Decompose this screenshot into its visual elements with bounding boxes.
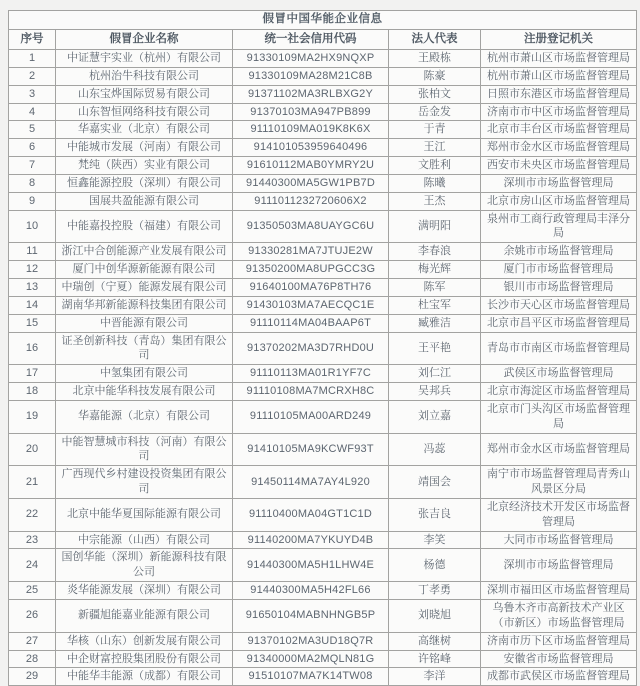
row-number-cell: 13 — [9, 278, 56, 296]
table-row — [9, 103, 637, 121]
company-name-cell: 山东智恒网络科技有限公司 — [56, 103, 233, 121]
company-name-cell: 中晋能源有限公司 — [56, 314, 233, 332]
company-name-cell: 恒鑫能源控股（深圳）有限公司 — [56, 174, 233, 192]
table-row — [9, 314, 637, 332]
legal-rep-cell: 靖国会 — [389, 466, 481, 499]
table-row — [9, 650, 637, 668]
row-number-cell: 20 — [9, 433, 56, 466]
credit-code-cell: 91110400MA04GT1C1D — [233, 498, 389, 531]
table-row — [9, 668, 637, 686]
legal-rep-cell: 于青 — [389, 121, 481, 139]
company-name-cell: 厦门中创华源新能源有限公司 — [56, 261, 233, 279]
authority-cell: 深圳市市场监督管理局 — [481, 174, 637, 192]
credit-code-cell: 91370202MA3D7RHD0U — [233, 332, 389, 365]
company-name-cell: 华嘉能源（北京）有限公司 — [56, 400, 233, 433]
company-name-cell: 中企财富控股集团股份有限公司 — [56, 650, 233, 668]
row-number-cell: 27 — [9, 632, 56, 650]
authority-cell: 北京市房山区市场监督管理局 — [481, 192, 637, 210]
legal-rep-cell: 梅光辉 — [389, 261, 481, 279]
company-name-cell: 中氢集团有限公司 — [56, 365, 233, 383]
table-row — [9, 531, 637, 549]
legal-rep-cell: 许铭峰 — [389, 650, 481, 668]
table-row — [9, 400, 637, 433]
credit-code-cell: 91370102MA3UD18Q7R — [233, 632, 389, 650]
authority-cell: 长沙市天心区市场监督管理局 — [481, 296, 637, 314]
table-row — [9, 582, 637, 600]
table-row — [9, 332, 637, 365]
company-name-cell: 华嘉实业（北京）有限公司 — [56, 121, 233, 139]
credit-code-cell: 91110108MA7MCRXH8C — [233, 383, 389, 401]
credit-code-cell: 91650104MABNHNGB5P — [233, 600, 389, 633]
table-row — [9, 296, 637, 314]
credit-code-cell: 91330109MA28M21C8B — [233, 67, 389, 85]
table-row — [9, 243, 637, 261]
credit-code-cell: 91340000MA2MQLN81G — [233, 650, 389, 668]
company-name-cell: 中能嘉投控股（福建）有限公司 — [56, 210, 233, 243]
credit-code-cell: 91610112MAB0YMRY2U — [233, 157, 389, 175]
company-name-cell: 杭州治牛科技有限公司 — [56, 67, 233, 85]
table-row — [9, 174, 637, 192]
authority-cell: 成都市武侯区市场监督管理局 — [481, 668, 637, 686]
authority-cell: 乌鲁木齐市高新技术产业区（市新区）市场监督管理局 — [481, 600, 637, 633]
legal-rep-cell: 王杰 — [389, 192, 481, 210]
fake-huaneng-companies-panel — [8, 10, 636, 686]
fake-companies-table — [8, 10, 637, 686]
authority-cell: 泉州市工商行政管理局丰泽分局 — [481, 210, 637, 243]
company-name-cell: 湖南华邦新能源科技集团有限公司 — [56, 296, 233, 314]
table-title: 假冒中国华能企业信息 — [9, 11, 637, 30]
company-name-cell: 北京中能华夏国际能源有限公司 — [56, 498, 233, 531]
legal-rep-cell: 丁孝勇 — [389, 582, 481, 600]
row-number-cell: 8 — [9, 174, 56, 192]
table-row — [9, 600, 637, 633]
row-number-cell: 23 — [9, 531, 56, 549]
credit-code-cell: 91371102MA3RLBXG2Y — [233, 85, 389, 103]
authority-cell: 杭州市萧山区市场监督管理局 — [481, 50, 637, 68]
credit-code-cell: 91350200MA8UPGCC3G — [233, 261, 389, 279]
row-number-cell: 16 — [9, 332, 56, 365]
row-number-cell: 6 — [9, 139, 56, 157]
credit-code-cell: 91110105MA00ARD249 — [233, 400, 389, 433]
table-row — [9, 192, 637, 210]
credit-code-cell: 91440300MA5H42FL66 — [233, 582, 389, 600]
table-row — [9, 549, 637, 582]
row-number-cell: 1 — [9, 50, 56, 68]
credit-code-cell: 91350503MA8UAYGC6U — [233, 210, 389, 243]
legal-rep-cell: 李笑 — [389, 531, 481, 549]
authority-cell: 南宁市市场监督管理局青秀山风景区分局 — [481, 466, 637, 499]
credit-code-cell: 91410105MA9KCWF93T — [233, 433, 389, 466]
company-name-cell: 中能城市发展（河南）有限公司 — [56, 139, 233, 157]
row-number-cell: 24 — [9, 549, 56, 582]
credit-code-cell: 91140200MA7YKUYD4B — [233, 531, 389, 549]
legal-rep-cell: 文胜利 — [389, 157, 481, 175]
company-name-cell: 炎华能源发展（深圳）有限公司 — [56, 582, 233, 600]
table-row — [9, 466, 637, 499]
table-row — [9, 210, 637, 243]
column-header: 法人代表 — [389, 30, 481, 50]
company-name-cell: 华核（山东）创新发展有限公司 — [56, 632, 233, 650]
row-number-cell: 28 — [9, 650, 56, 668]
credit-code-cell: 91440300MA5GW1PB7D — [233, 174, 389, 192]
table-title-row — [9, 11, 637, 30]
legal-rep-cell: 王江 — [389, 139, 481, 157]
authority-cell: 安徽省市场监督管理局 — [481, 650, 637, 668]
table-body — [9, 50, 637, 686]
table-header-row — [9, 30, 637, 50]
column-header: 注册登记机关 — [481, 30, 637, 50]
table-row — [9, 383, 637, 401]
legal-rep-cell: 吴邦兵 — [389, 383, 481, 401]
credit-code-cell: 91330109MA2HX9NQXP — [233, 50, 389, 68]
credit-code-cell: 91110113MA01R1YF7C — [233, 365, 389, 383]
legal-rep-cell: 岳金发 — [389, 103, 481, 121]
row-number-cell: 10 — [9, 210, 56, 243]
authority-cell: 北京经济技术开发区市场监督管理局 — [481, 498, 637, 531]
row-number-cell: 2 — [9, 67, 56, 85]
table-row — [9, 67, 637, 85]
credit-code-cell: 91440300MA5H1LHW4E — [233, 549, 389, 582]
row-number-cell: 12 — [9, 261, 56, 279]
company-name-cell: 中证慧宇实业（杭州）有限公司 — [56, 50, 233, 68]
column-header: 假冒企业名称 — [56, 30, 233, 50]
authority-cell: 余姚市市场监督管理局 — [481, 243, 637, 261]
table-row — [9, 121, 637, 139]
authority-cell: 厦门市市场监督管理局 — [481, 261, 637, 279]
legal-rep-cell: 臧雅洁 — [389, 314, 481, 332]
legal-rep-cell: 陈豪 — [389, 67, 481, 85]
table-row — [9, 139, 637, 157]
company-name-cell: 北京中能华科技发展有限公司 — [56, 383, 233, 401]
legal-rep-cell: 张吉良 — [389, 498, 481, 531]
row-number-cell: 15 — [9, 314, 56, 332]
table-row — [9, 157, 637, 175]
authority-cell: 武侯区市场监督管理局 — [481, 365, 637, 383]
authority-cell: 银川市市场监督管理局 — [481, 278, 637, 296]
company-name-cell: 国创华能（深圳）新能源科技有限公司 — [56, 549, 233, 582]
company-name-cell: 浙江中合创能源产业发展有限公司 — [56, 243, 233, 261]
credit-code-cell: 9111011232720606X2 — [233, 192, 389, 210]
legal-rep-cell: 杜宝军 — [389, 296, 481, 314]
credit-code-cell: 914101053959640496 — [233, 139, 389, 157]
legal-rep-cell: 杨德 — [389, 549, 481, 582]
authority-cell: 济南市历下区市场监督管理局 — [481, 632, 637, 650]
row-number-cell: 17 — [9, 365, 56, 383]
legal-rep-cell: 李洋 — [389, 668, 481, 686]
credit-code-cell: 91330281MA7JTUJE2W — [233, 243, 389, 261]
table-row — [9, 278, 637, 296]
authority-cell: 郑州市金水区市场监督管理局 — [481, 139, 637, 157]
authority-cell: 深圳市福田区市场监督管理局 — [481, 582, 637, 600]
authority-cell: 北京市门头沟区市场监督管理局 — [481, 400, 637, 433]
legal-rep-cell: 陈曦 — [389, 174, 481, 192]
company-name-cell: 国展共盈能源有限公司 — [56, 192, 233, 210]
row-number-cell: 7 — [9, 157, 56, 175]
column-header: 序号 — [9, 30, 56, 50]
table-row — [9, 85, 637, 103]
legal-rep-cell: 刘立嘉 — [389, 400, 481, 433]
authority-cell: 济南市市中区市场监督管理局 — [481, 103, 637, 121]
row-number-cell: 22 — [9, 498, 56, 531]
row-number-cell: 14 — [9, 296, 56, 314]
credit-code-cell: 91450114MA7AY4L920 — [233, 466, 389, 499]
table-row — [9, 433, 637, 466]
company-name-cell: 广西现代乡村建设投资集团有限公司 — [56, 466, 233, 499]
company-name-cell: 中瑞创（宁夏）能源发展有限公司 — [56, 278, 233, 296]
row-number-cell: 18 — [9, 383, 56, 401]
table-row — [9, 50, 637, 68]
row-number-cell: 3 — [9, 85, 56, 103]
credit-code-cell: 91640100MA76P8TH76 — [233, 278, 389, 296]
authority-cell: 日照市东港区市场监督管理局 — [481, 85, 637, 103]
legal-rep-cell: 李春浪 — [389, 243, 481, 261]
row-number-cell: 26 — [9, 600, 56, 633]
legal-rep-cell: 刘晓旭 — [389, 600, 481, 633]
legal-rep-cell: 陈军 — [389, 278, 481, 296]
table-row — [9, 365, 637, 383]
authority-cell: 杭州市萧山区市场监督管理局 — [481, 67, 637, 85]
legal-rep-cell: 刘仁江 — [389, 365, 481, 383]
row-number-cell: 29 — [9, 668, 56, 686]
authority-cell: 郑州市金水区市场监督管理局 — [481, 433, 637, 466]
company-name-cell: 证圣创新科技（青岛）集团有限公司 — [56, 332, 233, 365]
company-name-cell: 梵纯（陕西）实业有限公司 — [56, 157, 233, 175]
company-name-cell: 新疆旭能嘉业能源有限公司 — [56, 600, 233, 633]
company-name-cell: 山东宝烨国际贸易有限公司 — [56, 85, 233, 103]
legal-rep-cell: 王殿栋 — [389, 50, 481, 68]
authority-cell: 青岛市市南区市场监督管理局 — [481, 332, 637, 365]
table-row — [9, 632, 637, 650]
row-number-cell: 25 — [9, 582, 56, 600]
credit-code-cell: 91430103MA7AECQC1E — [233, 296, 389, 314]
row-number-cell: 11 — [9, 243, 56, 261]
authority-cell: 大同市市场监督管理局 — [481, 531, 637, 549]
legal-rep-cell: 高继树 — [389, 632, 481, 650]
row-number-cell: 21 — [9, 466, 56, 499]
credit-code-cell: 91110114MA04BAAP6T — [233, 314, 389, 332]
legal-rep-cell: 冯蕊 — [389, 433, 481, 466]
table-row — [9, 498, 637, 531]
row-number-cell: 4 — [9, 103, 56, 121]
column-header: 统一社会信用代码 — [233, 30, 389, 50]
table-row — [9, 261, 637, 279]
legal-rep-cell: 张柏文 — [389, 85, 481, 103]
row-number-cell: 9 — [9, 192, 56, 210]
legal-rep-cell: 王平艳 — [389, 332, 481, 365]
authority-cell: 西安市未央区市场监督管理局 — [481, 157, 637, 175]
legal-rep-cell: 满明阳 — [389, 210, 481, 243]
row-number-cell: 19 — [9, 400, 56, 433]
credit-code-cell: 91370103MA947PB899 — [233, 103, 389, 121]
row-number-cell: 5 — [9, 121, 56, 139]
credit-code-cell: 91510107MA7K14TW08 — [233, 668, 389, 686]
authority-cell: 北京市昌平区市场监督管理局 — [481, 314, 637, 332]
authority-cell: 北京市海淀区市场监督管理局 — [481, 383, 637, 401]
company-name-cell: 中宗能源（山西）有限公司 — [56, 531, 233, 549]
authority-cell: 深圳市市场监督管理局 — [481, 549, 637, 582]
company-name-cell: 中能华丰能源（成都）有限公司 — [56, 668, 233, 686]
credit-code-cell: 91110109MA019K8K6X — [233, 121, 389, 139]
company-name-cell: 中能智慧城市科技（河南）有限公司 — [56, 433, 233, 466]
authority-cell: 北京市丰台区市场监督管理局 — [481, 121, 637, 139]
